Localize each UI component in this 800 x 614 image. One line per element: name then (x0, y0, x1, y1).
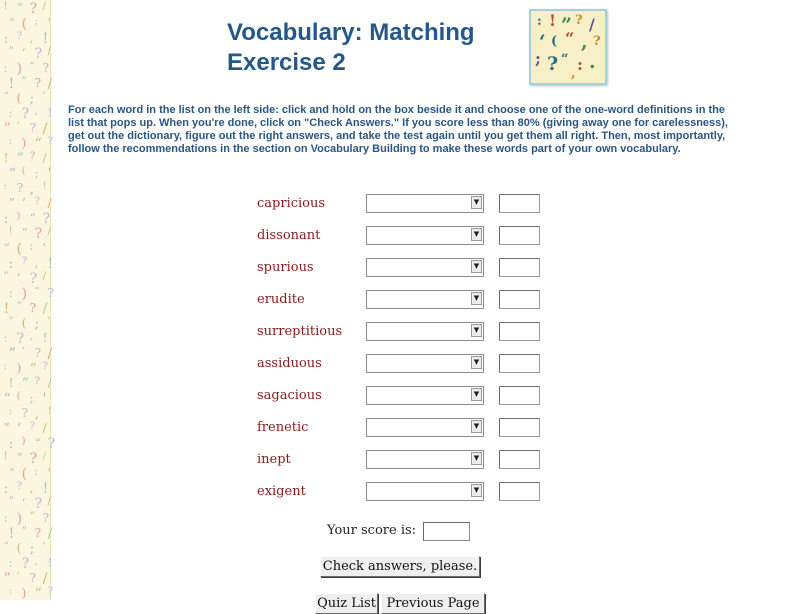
strip-glyph: ? (29, 1, 38, 17)
strip-glyph: ? (16, 331, 25, 347)
definition-select[interactable] (366, 450, 484, 469)
logo-glyph: “ (561, 52, 569, 67)
vocabulary-word: dissonant (257, 228, 321, 243)
answer-mark-field[interactable] (499, 354, 540, 373)
vocabulary-word: capricious (257, 196, 326, 211)
strip-glyph: ; (29, 241, 34, 252)
word-row (257, 354, 547, 376)
strip-glyph: / (47, 196, 52, 210)
answer-mark-field[interactable] (499, 194, 540, 213)
previous-page-button[interactable]: Previous Page (381, 593, 485, 614)
strip-glyph: ; (34, 466, 39, 477)
strip-glyph: ! (3, 1, 8, 12)
strip-glyph: ” (21, 76, 27, 87)
strip-glyph: ! (47, 256, 54, 272)
strip-glyph: “ (3, 91, 9, 102)
dropdown-arrow-icon[interactable]: ▼ (471, 324, 482, 337)
word-row (257, 290, 547, 312)
strip-glyph: / (42, 571, 48, 587)
strip-glyph: ' (47, 166, 52, 182)
strip-glyph: / (42, 1, 47, 12)
vocabulary-word: erudite (257, 292, 305, 307)
dropdown-arrow-icon[interactable]: ▼ (471, 452, 482, 465)
strip-glyph: ! (47, 406, 52, 417)
strip-glyph: “ (29, 511, 35, 522)
strip-glyph: ) (16, 511, 23, 527)
strip-glyph: “ (34, 286, 40, 297)
definition-select[interactable] (366, 386, 484, 405)
definition-select[interactable] (366, 258, 484, 277)
strip-glyph: ( (21, 16, 28, 32)
dropdown-arrow-icon[interactable]: ▼ (471, 420, 482, 433)
strip-glyph: ” (3, 421, 10, 435)
logo-glyph: : (577, 55, 583, 74)
answer-mark-field[interactable] (499, 386, 540, 405)
logo-glyph: : (537, 14, 542, 29)
strip-glyph: “ (34, 586, 42, 602)
strip-glyph: ? (47, 136, 54, 147)
strip-glyph: : (3, 181, 8, 192)
strip-glyph: ” (8, 346, 16, 362)
strip-glyph: , (34, 256, 39, 270)
strip-glyph: ? (47, 436, 56, 452)
strip-glyph: ? (34, 46, 43, 62)
dropdown-arrow-icon[interactable]: ▼ (471, 196, 482, 209)
strip-glyph: ! (47, 106, 53, 120)
strip-glyph: ‘ (21, 496, 26, 510)
strip-glyph: / (47, 76, 53, 92)
strip-glyph: ( (21, 316, 27, 330)
strip-glyph: ) (21, 286, 28, 302)
strip-glyph: , (29, 331, 33, 342)
strip-glyph: ? (29, 151, 36, 162)
strip-glyph: / (47, 526, 53, 542)
strip-glyph: ! (42, 181, 47, 192)
strip-glyph: ” (16, 451, 23, 465)
strip-glyph: / (42, 151, 47, 165)
definition-select[interactable] (366, 322, 484, 341)
strip-glyph: / (47, 346, 53, 362)
strip-glyph: ! (42, 481, 49, 497)
strip-glyph: ? (34, 346, 42, 360)
strip-glyph: ! (8, 226, 13, 237)
strip-glyph: : (8, 256, 14, 272)
strip-glyph: / (42, 301, 48, 317)
strip-glyph: ( (21, 466, 28, 482)
strip-glyph: / (42, 121, 48, 137)
logo-glyph: , (581, 31, 588, 53)
strip-glyph: ! (3, 151, 9, 165)
definition-select[interactable] (366, 418, 484, 437)
strip-glyph: ” (3, 271, 9, 282)
strip-glyph: ” (21, 226, 28, 240)
strip-glyph: ? (34, 226, 43, 242)
strip-glyph: , (29, 481, 34, 495)
strip-glyph: ) (16, 61, 23, 77)
word-row (257, 482, 547, 504)
logo-glyph: ? (593, 34, 601, 49)
logo-glyph: ” (561, 14, 572, 36)
strip-glyph: ” (3, 121, 11, 137)
strip-glyph: ? (29, 301, 37, 315)
strip-glyph: “ (29, 361, 37, 377)
strip-glyph: ) (21, 436, 26, 447)
strip-glyph: ? (42, 361, 49, 372)
strip-glyph: / (47, 496, 52, 507)
logo-glyph: ; (535, 49, 541, 68)
answer-mark-field[interactable] (499, 322, 540, 341)
strip-glyph: ( (16, 241, 23, 257)
quiz-list-button[interactable]: Quiz List (315, 593, 378, 614)
strip-glyph: ( (16, 391, 21, 402)
logo-glyph: ‘ (539, 31, 546, 53)
strip-glyph: ' (42, 391, 47, 407)
strip-glyph: ' (42, 91, 46, 102)
strip-glyph: ? (34, 196, 41, 207)
strip-glyph: “ (8, 16, 15, 30)
strip-glyph: : (8, 436, 14, 452)
strip-glyph: ! (3, 301, 10, 317)
dropdown-arrow-icon[interactable]: ▼ (471, 292, 482, 305)
logo-glyph: , (571, 66, 576, 81)
word-row (257, 226, 547, 248)
strip-glyph: ) (16, 211, 21, 222)
strip-glyph: : (3, 61, 8, 75)
strip-glyph: / (42, 421, 47, 435)
instructions-text: For each word in the list on the left side: click and hold on the box beside it and choose one of the one-word definitions in the list that pops up. When you're done, click on "Check Answers." If you score less than 80% (giving away one for carelessness), get out the dictionary, figure out the right answers, and take the test again until you get them all right. Then, most importantly, follow the recommendations in the section on Vocabulary Building to make these words part of your own vocabulary. (68, 104, 728, 155)
word-row (257, 418, 547, 440)
strip-glyph: ? (16, 181, 24, 195)
dropdown-arrow-icon[interactable]: ▼ (471, 260, 482, 273)
strip-glyph: ! (3, 451, 8, 462)
strip-glyph: , (29, 31, 34, 45)
strip-glyph: ' (42, 541, 46, 552)
vocabulary-word: surreptitious (257, 324, 343, 339)
strip-glyph: ? (34, 496, 43, 512)
strip-glyph: ' (47, 316, 51, 327)
strip-glyph: ” (16, 301, 22, 312)
strip-glyph: ' (47, 466, 51, 480)
strip-glyph: ? (29, 271, 38, 287)
strip-glyph: ? (47, 286, 55, 300)
strip-glyph: “ (34, 436, 41, 450)
logo-glyph: ? (547, 53, 559, 75)
strip-glyph: ” (8, 46, 14, 57)
strip-glyph: ” (8, 496, 14, 507)
strip-glyph: / (47, 46, 52, 57)
page-title: Vocabulary: Matching Exercise 2 (227, 19, 475, 76)
logo-glyph: ( (551, 34, 558, 49)
answer-mark-field[interactable] (499, 482, 540, 501)
strip-glyph: : (3, 481, 9, 497)
strip-glyph: ' (47, 16, 51, 30)
strip-glyph: ” (21, 526, 27, 537)
score-label: Your score is: (327, 523, 417, 538)
logo-glyph: ? (575, 13, 583, 28)
answer-mark-field[interactable] (499, 290, 540, 309)
strip-glyph: ? (47, 586, 54, 597)
strip-glyph: ; (29, 541, 35, 557)
vocabulary-word: frenetic (257, 420, 309, 435)
definition-select[interactable] (366, 226, 484, 245)
strip-glyph: / (42, 451, 47, 462)
word-row (257, 450, 547, 472)
strip-glyph: “ (29, 211, 36, 225)
word-row (257, 194, 547, 216)
strip-glyph: ‘ (16, 421, 22, 437)
strip-glyph: ; (29, 91, 35, 107)
strip-glyph: ? (34, 76, 42, 90)
strip-glyph: ? (34, 526, 42, 540)
strip-glyph: ? (29, 121, 37, 135)
strip-glyph: , (34, 106, 38, 117)
strip-glyph: ? (29, 421, 36, 432)
strip-glyph: ” (16, 1, 23, 15)
strip-glyph: : (3, 511, 8, 525)
strip-glyph: ” (21, 376, 29, 392)
strip-glyph: “ (3, 541, 9, 552)
strip-glyph: ‘ (21, 196, 27, 212)
strip-glyph: : (8, 586, 13, 597)
strip-glyph: “ (29, 61, 35, 72)
vocabulary-word: exigent (257, 484, 306, 499)
answer-mark-field[interactable] (499, 418, 540, 437)
dropdown-arrow-icon[interactable]: ▼ (471, 484, 482, 497)
strip-glyph: ! (8, 376, 14, 390)
strip-glyph: ) (21, 136, 27, 150)
strip-glyph: ) (21, 586, 27, 600)
strip-glyph: ? (29, 451, 38, 467)
word-row (257, 386, 547, 408)
strip-glyph: ( (16, 541, 22, 555)
strip-glyph: ? (16, 31, 23, 42)
decorative-side-strip (0, 0, 56, 602)
strip-glyph: ! (42, 331, 48, 345)
answer-mark-field[interactable] (499, 258, 540, 277)
strip-glyph: : (8, 136, 13, 147)
strip-glyph: “ (3, 391, 11, 407)
strip-glyph: ? (21, 256, 28, 267)
strip-glyph: : (8, 406, 13, 417)
strip-glyph: : (3, 31, 9, 47)
strip-glyph: , (34, 556, 38, 567)
logo-glyph: “ (565, 29, 575, 48)
strip-glyph: , (29, 181, 35, 197)
definition-select[interactable] (366, 482, 484, 501)
strip-glyph: / (42, 271, 47, 282)
logo-glyph: / (589, 15, 595, 34)
strip-glyph: ! (8, 526, 15, 542)
strip-glyph: : (3, 331, 8, 345)
strip-glyph: ! (42, 31, 49, 47)
vocabulary-word: sagacious (257, 388, 322, 403)
strip-glyph: ” (16, 151, 24, 167)
strip-glyph: ? (21, 406, 29, 420)
check-answers-button[interactable]: Check answers, please. (320, 556, 480, 577)
strip-glyph: ? (34, 376, 41, 387)
strip-glyph: ? (21, 556, 30, 572)
strip-glyph: / (47, 376, 52, 390)
strip-glyph: ” (8, 196, 15, 210)
strip-glyph: ? (42, 61, 50, 75)
vocabulary-word: assiduous (257, 356, 322, 371)
strip-glyph: ; (34, 316, 40, 332)
strip-glyph: ? (42, 511, 50, 525)
strip-glyph: : (3, 211, 9, 227)
strip-glyph: “ (8, 166, 16, 182)
definition-select[interactable] (366, 194, 484, 213)
score-field[interactable] (423, 522, 470, 541)
strip-glyph: : (8, 106, 13, 120)
word-row (257, 322, 547, 344)
strip-glyph: : (8, 556, 13, 570)
logo-glyph: . (589, 51, 596, 73)
dropdown-arrow-icon[interactable]: ▼ (471, 388, 482, 401)
strip-glyph: : (8, 286, 13, 300)
strip-glyph: ‘ (21, 346, 25, 357)
strip-glyph: ) (16, 361, 22, 375)
strip-glyph: ” (3, 571, 11, 587)
answer-mark-field[interactable] (499, 450, 540, 469)
definition-select[interactable] (366, 290, 484, 309)
strip-glyph: ( (21, 166, 26, 177)
strip-glyph: : (3, 361, 8, 372)
strip-glyph: ‘ (16, 121, 20, 132)
strip-glyph: ; (29, 391, 34, 405)
strip-glyph: “ (8, 466, 15, 480)
logo-glyph: ! (549, 11, 557, 30)
strip-glyph: “ (8, 316, 14, 327)
strip-glyph: ( (16, 91, 22, 105)
strip-glyph: ? (29, 571, 37, 585)
strip-glyph: ? (21, 106, 30, 122)
strip-glyph: ! (47, 556, 53, 570)
dropdown-arrow-icon[interactable]: ▼ (471, 356, 482, 369)
strip-glyph: ‘ (16, 571, 20, 582)
word-row (257, 258, 547, 280)
strip-glyph: “ (3, 241, 10, 255)
strip-glyph: ; (34, 166, 39, 180)
strip-glyph: ! (8, 76, 15, 92)
strip-glyph: ? (42, 211, 51, 227)
strip-glyph: ; (34, 16, 39, 27)
dropdown-arrow-icon[interactable]: ▼ (471, 228, 482, 241)
strip-glyph: / (47, 226, 52, 237)
strip-glyph: “ (34, 136, 42, 152)
definition-select[interactable] (366, 354, 484, 373)
answer-mark-field[interactable] (499, 226, 540, 245)
strip-glyph: , (34, 406, 40, 422)
strip-glyph: ‘ (16, 271, 21, 285)
vocabulary-word: inept (257, 452, 291, 467)
punctuation-marks-icon (529, 9, 607, 85)
strip-glyph: ? (16, 481, 23, 492)
strip-glyph: ' (42, 241, 46, 255)
strip-glyph: ‘ (21, 46, 26, 60)
vocabulary-word: spurious (257, 260, 314, 275)
